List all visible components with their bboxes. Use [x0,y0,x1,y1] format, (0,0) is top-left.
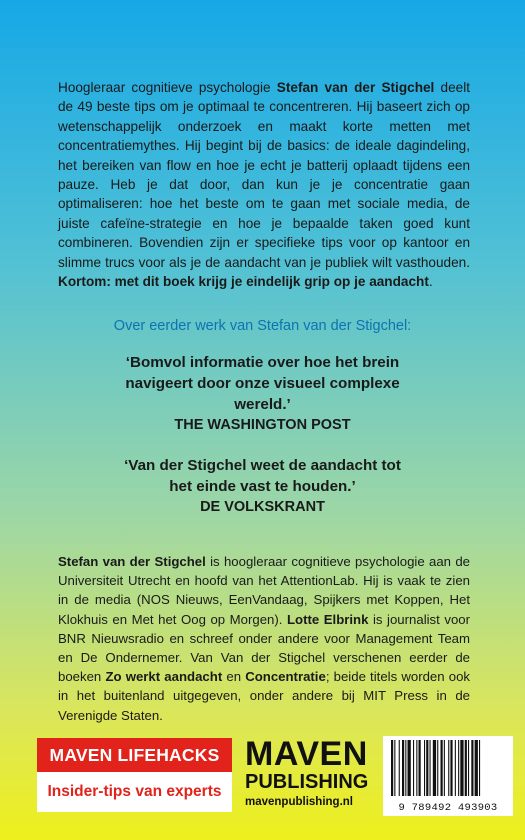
isbn-barcode [383,736,513,816]
prior-work-heading: Over eerder werk van Stefan van der Stigchel: [113,318,412,334]
author-bio: Stefan van der Stigchel is hoogleraar cognitieve psychologie aan de Universiteit Utrecht en hoofd van het AttentionLab. Hij is vaak te zien in de media (NOS Nieuws, EenVandaag, Spijkers met Koppen, Het Klokhuis en Met het Oog op Morgen). Lotte Elbrink is journalist voor BNR Nieuwsradio en schreef onder andere voor Management Team en De Ondernemer. Van Van der Stigchel verschenen eerder de boeken Zo werkt aandacht en Concentratie; beide titels worden ook in het buitenland uitgegeven, onder andere bij MIT Press in de Verenigde Staten. [58,554,471,723]
publisher-subname: PUBLISHING [245,771,369,793]
series-title: MAVEN LIFEHACKS [37,738,232,772]
coauthor-name: Lotte Elbrink [286,611,369,627]
barcode-bars [391,740,505,796]
blurb-conclusion: Kortom: met dit boek krijg je eindelijk grip op je aandacht [58,274,429,290]
quote-text: ‘Van der Stigchel weet de aandacht tot het einde vast te houden.’ [124,457,401,495]
series-logo [37,738,232,812]
back-cover-blurb: Hoogleraar cognitieve psychologie Stefan van der Stigchel deelt de 49 beste tips om je optimaal te concentreren. Hij baseert zich op wetenschappelijk onderzoek en maakt korte metten met concentratiemythes. Hij begint bij de basics: de ideale dagindeling, het bereiken van flow en hoe je echt je batterij oplaadt tijdens een pauze. Heb je dat door, dan kun je je concentratie gaan optimaliseren: hoe het beste om te gaan met sociale media, de juiste cafeïne-strategie en hoe je bepaalde taken goed kunt combineren. Bovendien zijn er specifieke tips voor op kantoor en slimme trucs voor als je de aandacht van je publiek wilt vasthouden. Kortom: met dit boek krijg je eindelijk grip op je aandacht. [58,80,470,290]
isbn-number: 9 789492 493903 [398,802,498,814]
publisher-url: mavenpublishing.nl [245,796,353,808]
quote-source: THE WASHINGTON POST [174,417,351,433]
review-quote [0,352,525,436]
publisher-name: MAVEN [245,735,368,773]
quote-source: DE VOLKSKRANT [200,499,325,515]
review-quote [0,455,525,518]
publisher-logo [245,735,369,810]
quote-text: ‘Bomvol informatie over hoe het brein navigeert door onze visueel complexe wereld.’ [125,354,400,413]
series-tagline: Insider-tips van experts [47,783,222,800]
book-title: Zo werkt aandacht [105,669,223,685]
author-name: Stefan van der Stigchel [58,554,206,569]
blurb-text: deelt de 49 beste tips om je optimaal te concentreren. Hij baseert zich op wetenschappelijk onderzoek en maakt korte metten met concentratiemythes. Hij begint bij de basics: de ideale dagindeling, het bereiken van flow en hoe je echt je batterij oplaadt tijdens een pauze. Heb je dat door, dan kun je je concentratie gaan optimaliseren: hoe het beste om te gaan met sociale media, de juiste cafeïne-strategie en hoe je bepaalde taken goed kunt combineren. Bovendien zijn er specifieke tips voor op kantoor en slimme trucs voor als je de aandacht van je publiek wilt vasthouden. [58,80,470,270]
book-title: Concentratie [245,669,326,685]
author-name: Stefan van der Stigchel [276,80,435,95]
blurb-text: Hoogleraar cognitieve psychologie [58,80,277,95]
